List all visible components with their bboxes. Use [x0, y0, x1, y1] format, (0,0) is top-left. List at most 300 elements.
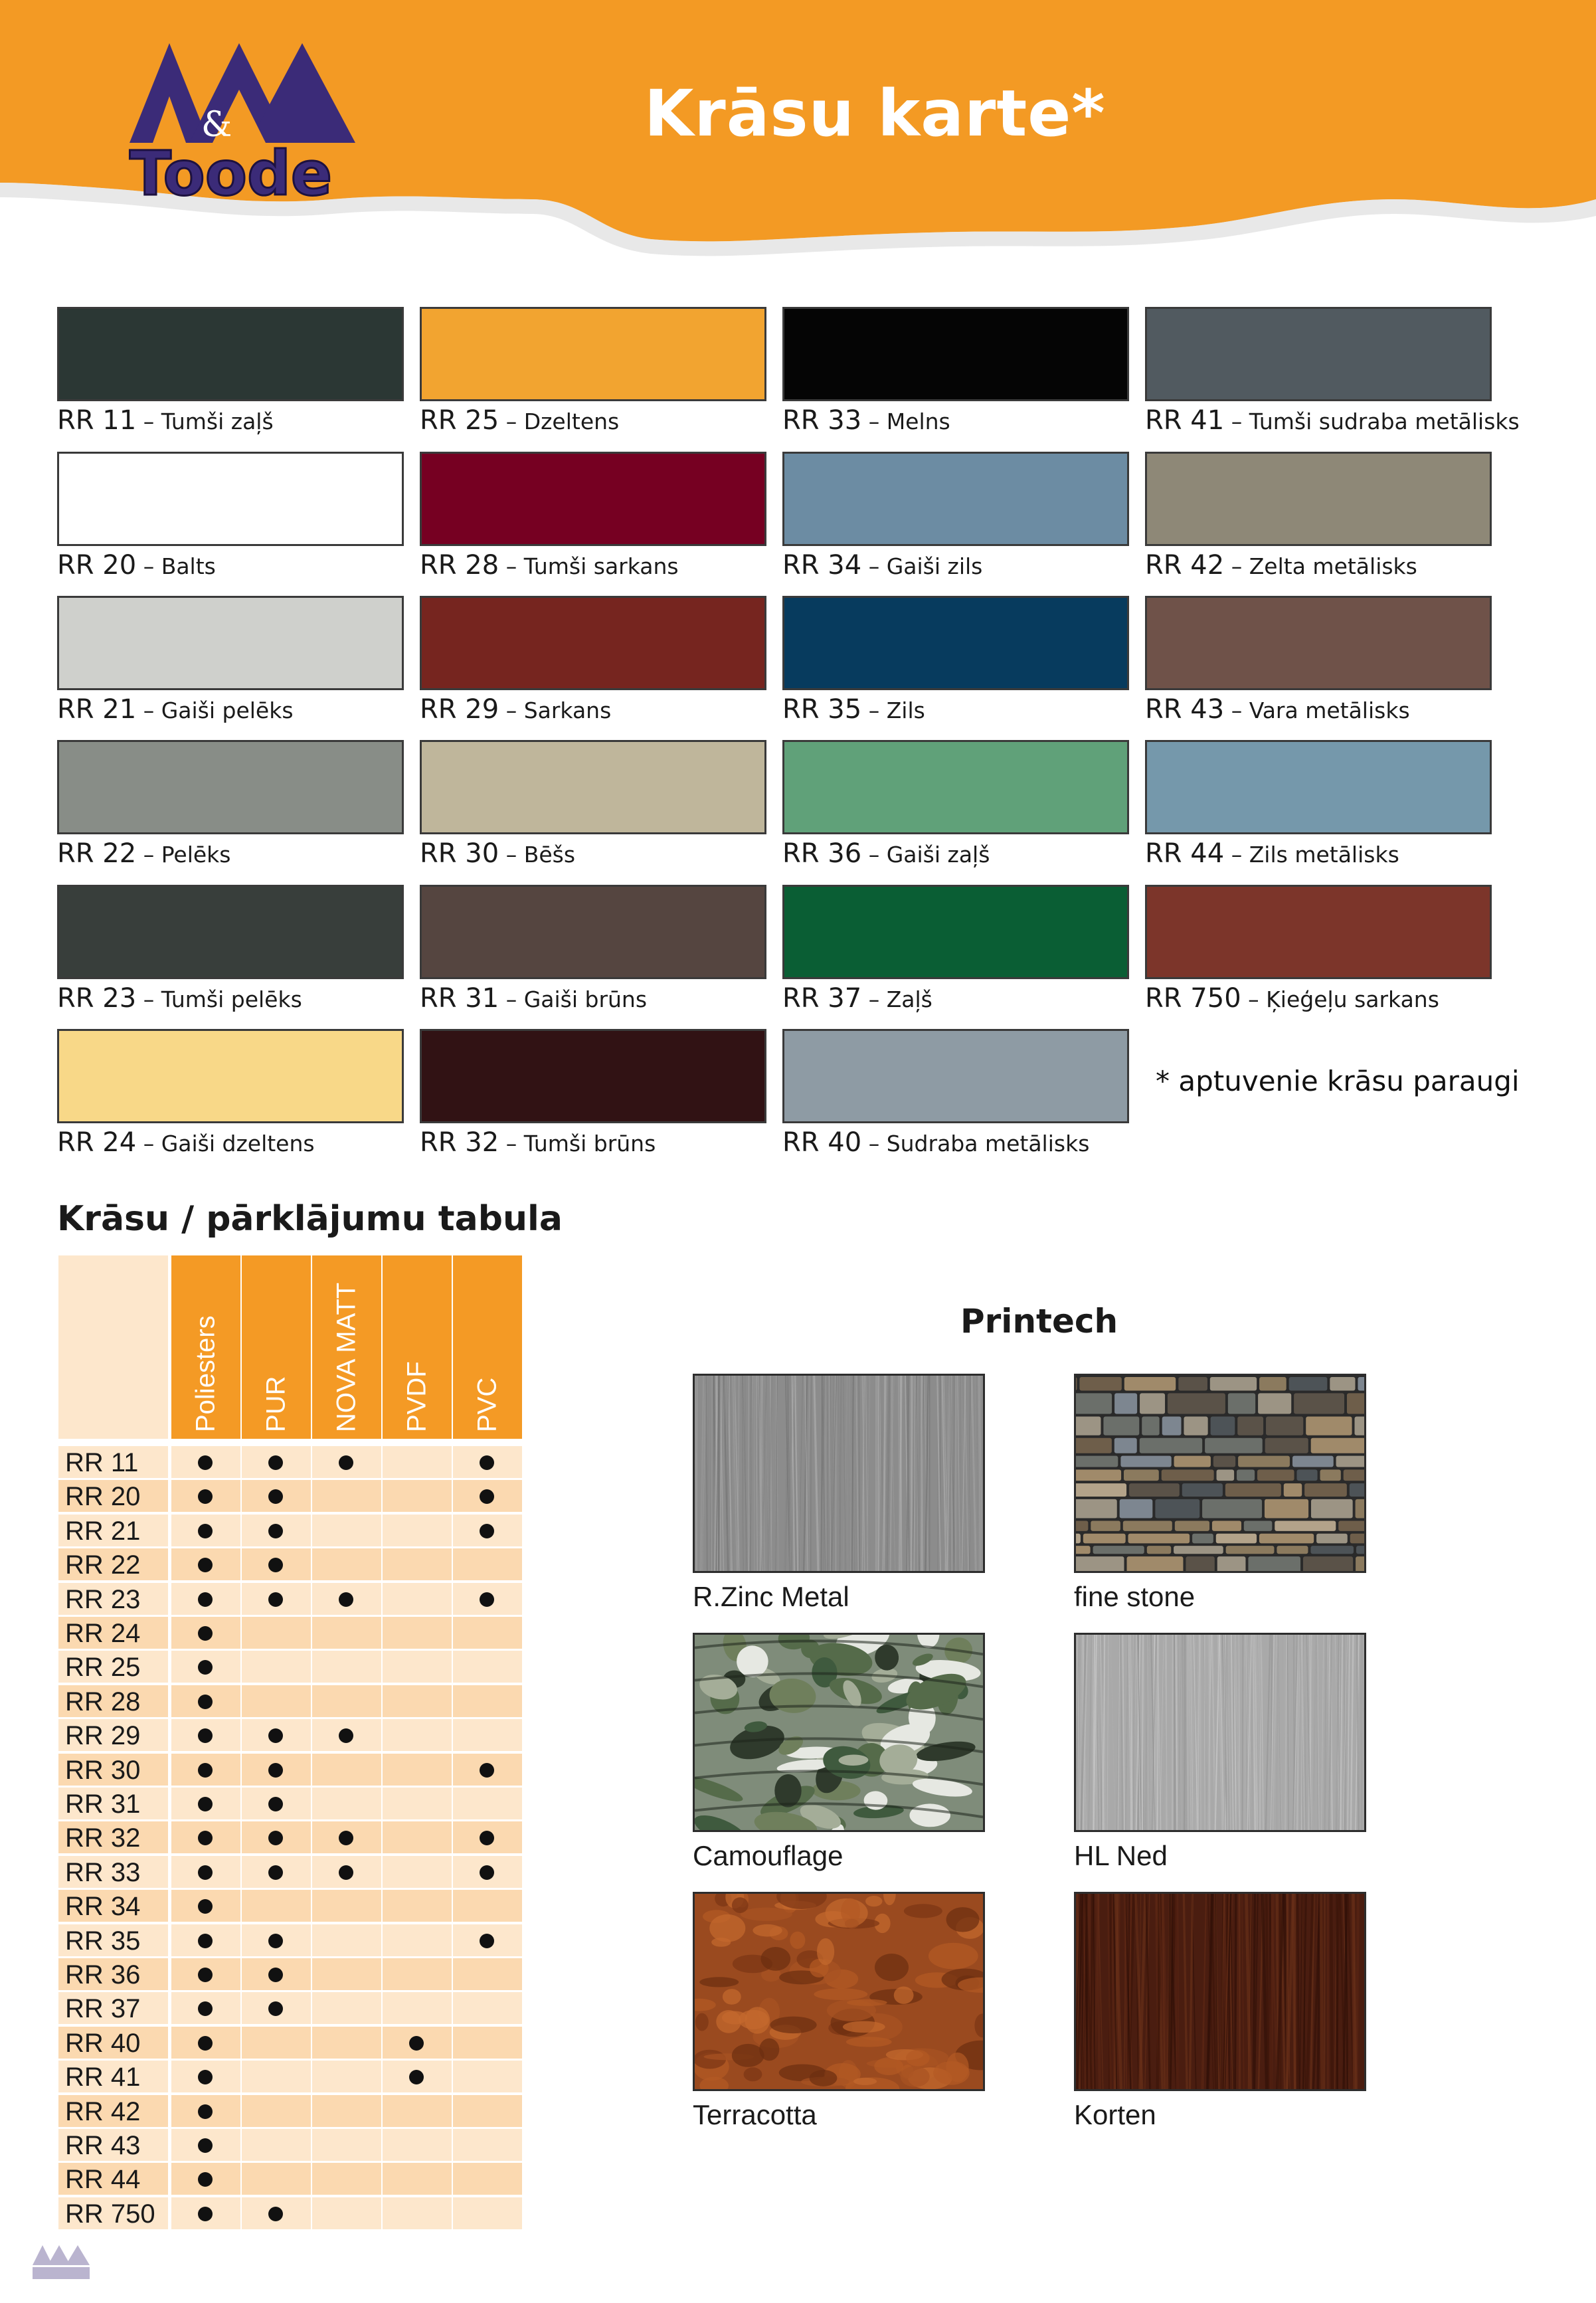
swatch-color-box: [782, 885, 1129, 979]
swatch-rr-42: [1145, 452, 1490, 585]
svg-text:&: &: [201, 105, 232, 145]
swatch-rr-41: [1145, 307, 1520, 440]
swatch-color-box: [57, 452, 404, 546]
swatch-name: Zils: [886, 697, 925, 723]
availability-dot: [480, 1455, 494, 1470]
availability-dot: [198, 1763, 213, 1778]
table-cell: [312, 2129, 381, 2161]
availability-dot: [268, 1763, 283, 1778]
table-row: [58, 1754, 521, 1786]
table-row: [58, 1821, 521, 1853]
table-cell: [383, 2095, 452, 2127]
table-cell: [383, 1719, 452, 1751]
column-label: PUR: [261, 1376, 291, 1432]
swatch-code: RR 44: [1145, 838, 1225, 869]
swatch-label: RR 21 – Gaiši pelēks: [57, 694, 294, 725]
swatch-name: Tumši sudraba metālisks: [1249, 409, 1520, 434]
swatch-name: Balts: [161, 553, 216, 579]
row-label: RR 37: [58, 1992, 168, 2024]
swatch-rr-32: [420, 1029, 765, 1162]
swatch-color-box: [420, 740, 766, 834]
texture-sample-terracotta: [693, 1892, 985, 2091]
table-cell: [453, 1924, 522, 1956]
availability-dot: [198, 1592, 213, 1607]
swatch-rr-21: [57, 596, 402, 729]
table-cell: [242, 2163, 311, 2195]
swatch-code: RR 32: [420, 1127, 499, 1158]
swatch-code: RR 29: [420, 694, 499, 725]
table-cell: [383, 1754, 452, 1786]
table-row: [58, 1480, 521, 1512]
availability-dot: [409, 2070, 424, 2084]
row-label: RR 30: [58, 1754, 168, 1786]
availability-dot: [198, 1558, 213, 1572]
swatch-color-box: [782, 740, 1129, 834]
table-cell: [383, 1617, 452, 1649]
availability-dot: [268, 2207, 283, 2221]
swatch-color-box: [782, 307, 1129, 401]
table-cell: [383, 1958, 452, 1990]
table-cell: [171, 1548, 240, 1580]
availability-dot: [409, 2036, 424, 2051]
table-row: [58, 1719, 521, 1751]
swatch-color-box: [1145, 307, 1492, 401]
swatch-code: RR 28: [420, 550, 499, 581]
swatch-name: Pelēks: [161, 842, 231, 868]
swatch-name: Gaiši zaļš: [886, 842, 990, 868]
availability-dot: [480, 1865, 494, 1880]
table-cell: [171, 1992, 240, 2024]
swatch-color-box: [1145, 885, 1492, 979]
table-cell: [312, 2163, 381, 2195]
availability-dot: [198, 2104, 213, 2119]
swatch-code: RR 40: [782, 1127, 862, 1158]
table-cell: [171, 1446, 240, 1478]
availability-dot: [339, 1728, 353, 1743]
swatch-color-box: [420, 596, 766, 690]
table-row: [58, 2197, 521, 2229]
table-cell: [171, 1924, 240, 1956]
table-cell: [383, 1548, 452, 1580]
table-cell: [242, 1890, 311, 1922]
swatch-rr-22: [57, 740, 402, 873]
table-cell: [171, 1617, 240, 1649]
table-cell: [383, 2027, 452, 2059]
swatch-code: RR 21: [57, 694, 137, 725]
row-label: RR 31: [58, 1788, 168, 1819]
table-cell: [383, 1821, 452, 1853]
row-label: RR 25: [58, 1651, 168, 1683]
swatch-label: RR 20 – Balts: [57, 550, 216, 581]
availability-dot: [198, 1831, 213, 1845]
texture-label: Korten: [1074, 2099, 1156, 2130]
availability-dot: [268, 1455, 283, 1470]
table-cell: [383, 1890, 452, 1922]
table-cell: [312, 1890, 381, 1922]
swatch-code: RR 34: [782, 550, 862, 581]
table-cell: [453, 2027, 522, 2059]
availability-dot: [339, 1865, 353, 1880]
swatch-name: Tumši pelēks: [161, 986, 302, 1012]
table-cell: [453, 1958, 522, 1990]
table-cell: [242, 1446, 311, 1478]
table-row: [58, 1617, 521, 1649]
availability-dot: [198, 1899, 213, 1914]
row-label: RR 35: [58, 1924, 168, 1956]
table-row: [58, 1548, 521, 1580]
table-row: [58, 1992, 521, 2024]
table-cell: [312, 1515, 381, 1546]
availability-dot: [480, 1763, 494, 1778]
row-label: RR 40: [58, 2027, 168, 2059]
availability-dot: [268, 1831, 283, 1845]
swatch-rr-23: [57, 885, 402, 1018]
texture-label: HL Ned: [1074, 1840, 1168, 1871]
footer-logo: [29, 2242, 96, 2282]
table-cell: [171, 2197, 240, 2229]
swatch-color-box: [57, 1029, 404, 1123]
table-cell: [383, 1685, 452, 1717]
table-cell: [242, 1856, 311, 1888]
swatch-name: Melns: [886, 409, 950, 434]
column-label: Poliesters: [191, 1315, 221, 1432]
swatch-color-box: [1145, 452, 1492, 546]
swatch-rr-750: [1145, 885, 1490, 1018]
table-cell: [312, 2197, 381, 2229]
row-label: RR 34: [58, 1890, 168, 1922]
availability-dot: [198, 1968, 213, 1982]
availability-dot: [198, 1695, 213, 1709]
table-cell: [242, 2027, 311, 2059]
swatch-rr-36: [782, 740, 1128, 873]
table-header-poliesters: [171, 1255, 240, 1439]
row-label: RR 22: [58, 1548, 168, 1580]
swatch-rr-28: [420, 452, 765, 585]
texture-sample-stone: [1074, 1374, 1366, 1573]
table-header-pur: [242, 1255, 311, 1439]
swatch-name: Ķieģeļu sarkans: [1266, 986, 1439, 1012]
swatch-rr-44: [1145, 740, 1490, 873]
row-label: RR 28: [58, 1685, 168, 1717]
table-cell: [242, 2129, 311, 2161]
swatch-label: RR 23 – Tumši pelēks: [57, 983, 302, 1014]
swatch-rr-20: [57, 452, 402, 585]
table-cell: [453, 1583, 522, 1615]
row-label: RR 24: [58, 1617, 168, 1649]
printech-title: Printech: [960, 1302, 1118, 1340]
table-cell: [312, 1856, 381, 1888]
swatch-color-box: [57, 596, 404, 690]
swatch-code: RR 42: [1145, 550, 1225, 581]
availability-dot: [268, 1558, 283, 1572]
swatch-rr-25: [420, 307, 765, 440]
table-cell: [242, 1685, 311, 1717]
swatch-code: RR 33: [782, 405, 862, 436]
swatch-label: RR 41 – Tumši sudraba metālisks: [1145, 405, 1520, 436]
table-cell: [453, 1515, 522, 1546]
availability-dot: [480, 1524, 494, 1538]
swatch-code: RR 37: [782, 983, 862, 1014]
table-cell: [453, 1992, 522, 2024]
table-cell: [383, 2129, 452, 2161]
table-cell: [242, 1821, 311, 1853]
swatch-name: Sudraba metālisks: [886, 1131, 1090, 1156]
availability-dot: [198, 1865, 213, 1880]
table-row: [58, 2027, 521, 2059]
swatch-label: RR 44 – Zils metālisks: [1145, 838, 1399, 869]
table-cell: [171, 1788, 240, 1819]
table-row: [58, 2095, 521, 2127]
swatch-label: RR 32 – Tumši brūns: [420, 1127, 656, 1158]
table-cell: [312, 2095, 381, 2127]
row-label: RR 20: [58, 1480, 168, 1512]
availability-dot: [480, 1831, 494, 1845]
swatch-label: RR 43 – Vara metālisks: [1145, 694, 1410, 725]
table-row: [58, 1788, 521, 1819]
swatch-name: Vara metālisks: [1249, 697, 1410, 723]
table-cell: [312, 2061, 381, 2092]
swatch-color-box: [782, 596, 1129, 690]
table-cell: [242, 1958, 311, 1990]
swatch-note: * aptuvenie krāsu paraugi: [1156, 1065, 1520, 1097]
availability-dot: [339, 1455, 353, 1470]
table-cell: [171, 1651, 240, 1683]
table-cell: [242, 1480, 311, 1512]
table-cell: [312, 2027, 381, 2059]
table-cell: [312, 1685, 381, 1717]
table-cell: [312, 1958, 381, 1990]
availability-dot: [268, 1797, 283, 1811]
swatch-code: RR 23: [57, 983, 137, 1014]
table-row: [58, 1446, 521, 1478]
table-cell: [242, 1548, 311, 1580]
swatch-rr-35: [782, 596, 1128, 729]
swatch-color-box: [1145, 740, 1492, 834]
page-title: Krāsu karte*: [644, 76, 1106, 151]
row-label: RR 750: [58, 2197, 168, 2229]
swatch-rr-40: [782, 1029, 1128, 1162]
availability-dot: [198, 1489, 213, 1504]
swatch-label: RR 750 – Ķieģeļu sarkans: [1145, 983, 1439, 1014]
table-cell: [312, 1788, 381, 1819]
table-cell: [453, 1890, 522, 1922]
table-cell: [453, 1446, 522, 1478]
table-cell: [171, 1821, 240, 1853]
table-header-corner: [58, 1255, 168, 1439]
table-cell: [383, 1924, 452, 1956]
swatch-name: Tumši sarkans: [523, 553, 679, 579]
swatch-name: Zils metālisks: [1249, 842, 1399, 868]
swatch-label: RR 33 – Melns: [782, 405, 950, 436]
row-label: RR 11: [58, 1446, 168, 1478]
table-cell: [453, 1856, 522, 1888]
column-label: PVC: [472, 1377, 502, 1432]
swatch-color-box: [782, 1029, 1129, 1123]
table-cell: [383, 2163, 452, 2195]
availability-dot: [198, 2036, 213, 2051]
table-cell: [171, 1754, 240, 1786]
swatch-label: RR 37 – Zaļš: [782, 983, 932, 1014]
table-cell: [242, 1515, 311, 1546]
swatch-name: Sarkans: [523, 697, 612, 723]
swatch-code: RR 20: [57, 550, 137, 581]
swatch-name: Gaiši zils: [886, 553, 983, 579]
availability-dot: [268, 1489, 283, 1504]
table-cell: [453, 2197, 522, 2229]
availability-dot: [480, 1489, 494, 1504]
table-cell: [171, 1685, 240, 1717]
texture-sample-zinc: [693, 1374, 985, 1573]
swatch-rr-11: [57, 307, 402, 440]
table-row: [58, 1651, 521, 1683]
swatch-label: RR 42 – Zelta metālisks: [1145, 550, 1417, 581]
table-cell: [453, 1788, 522, 1819]
swatch-name: Gaiši brūns: [523, 986, 648, 1012]
swatch-color-box: [57, 885, 404, 979]
availability-dot: [480, 1592, 494, 1607]
swatch-color-box: [420, 1029, 766, 1123]
availability-dot: [480, 1934, 494, 1948]
swatch-label: RR 40 – Sudraba metālisks: [782, 1127, 1090, 1158]
availability-dot: [339, 1831, 353, 1845]
availability-dot: [198, 1728, 213, 1743]
table-row: [58, 1685, 521, 1717]
availability-dot: [198, 1934, 213, 1948]
availability-dot: [268, 1728, 283, 1743]
table-cell: [453, 1480, 522, 1512]
table-cell: [171, 1958, 240, 1990]
availability-dot: [268, 2001, 283, 2016]
row-label: RR 29: [58, 1719, 168, 1751]
texture-label: fine stone: [1074, 1581, 1196, 1612]
table-cell: [171, 1719, 240, 1751]
table-row: [58, 1958, 521, 1990]
table-cell: [453, 1651, 522, 1683]
table-cell: [242, 1788, 311, 1819]
swatch-code: RR 24: [57, 1127, 137, 1158]
swatch-label: RR 29 – Sarkans: [420, 694, 612, 725]
availability-dot: [198, 1797, 213, 1811]
table-cell: [312, 1821, 381, 1853]
availability-dot: [198, 1524, 213, 1538]
availability-dot: [339, 1592, 353, 1607]
availability-dot: [198, 1455, 213, 1470]
column-label: PVDF: [402, 1361, 432, 1432]
table-header-pvdf: [383, 1255, 452, 1439]
swatch-code: RR 31: [420, 983, 499, 1014]
swatch-code: RR 30: [420, 838, 499, 869]
availability-dot: [198, 2001, 213, 2016]
swatch-code: RR 25: [420, 405, 499, 436]
table-cell: [312, 1617, 381, 1649]
table-header-pvc: [453, 1255, 522, 1439]
swatch-label: RR 28 – Tumši sarkans: [420, 550, 679, 581]
table-cell: [383, 1788, 452, 1819]
swatch-code: RR 43: [1145, 694, 1225, 725]
table-cell: [453, 1685, 522, 1717]
swatch-rr-34: [782, 452, 1128, 585]
table-cell: [383, 1515, 452, 1546]
table-row: [58, 1924, 521, 1956]
swatch-color-box: [782, 452, 1129, 546]
availability-dot: [268, 1968, 283, 1982]
swatch-label: RR 25 – Dzeltens: [420, 405, 620, 436]
table-header-nova-matt: [312, 1255, 381, 1439]
swatch-code: RR 35: [782, 694, 862, 725]
table-cell: [453, 1754, 522, 1786]
svg-text:Toode: Toode: [130, 138, 333, 203]
texture-label: Camouflage: [693, 1840, 843, 1871]
swatch-rr-24: [57, 1029, 402, 1162]
table-cell: [312, 1480, 381, 1512]
swatch-name: Zaļš: [886, 986, 932, 1012]
availability-dot: [198, 1626, 213, 1641]
swatch-name: Zelta metālisks: [1249, 553, 1417, 579]
swatch-color-box: [420, 452, 766, 546]
swatch-label: RR 30 – Bēšs: [420, 838, 576, 869]
header: [0, 0, 1596, 279]
table-cell: [383, 1651, 452, 1683]
table-cell: [383, 1856, 452, 1888]
table-cell: [242, 1583, 311, 1615]
table-cell: [383, 2197, 452, 2229]
table-cell: [312, 1583, 381, 1615]
availability-dot: [268, 1524, 283, 1538]
swatch-label: RR 34 – Gaiši zils: [782, 550, 983, 581]
table-cell: [171, 1515, 240, 1546]
swatch-rr-29: [420, 596, 765, 729]
swatch-name: Gaiši dzeltens: [161, 1131, 315, 1156]
availability-dot: [268, 1865, 283, 1880]
table-cell: [453, 2095, 522, 2127]
swatch-label: RR 24 – Gaiši dzeltens: [57, 1127, 315, 1158]
texture-label: Terracotta: [693, 2099, 817, 2130]
availability-dot: [268, 1934, 283, 1948]
swatch-code: RR 22: [57, 838, 137, 869]
table-row: [58, 1583, 521, 1615]
table-cell: [383, 1583, 452, 1615]
table-row: [58, 2061, 521, 2092]
swatch-color-box: [420, 885, 766, 979]
row-label: RR 44: [58, 2163, 168, 2195]
table-row: [58, 1515, 521, 1546]
table-cell: [312, 1924, 381, 1956]
company-logo: [123, 37, 375, 203]
table-cell: [453, 2061, 522, 2092]
availability-dot: [198, 2070, 213, 2084]
table-cell: [242, 1617, 311, 1649]
table-cell: [171, 2129, 240, 2161]
table-cell: [312, 1719, 381, 1751]
table-cell: [242, 1924, 311, 1956]
table-cell: [453, 2129, 522, 2161]
swatch-color-box: [57, 740, 404, 834]
availability-dot: [198, 2138, 213, 2153]
availability-dot: [198, 1660, 213, 1675]
table-header-row: [58, 1255, 521, 1439]
table-cell: [453, 2163, 522, 2195]
swatch-rr-43: [1145, 596, 1490, 729]
swatch-color-box: [1145, 596, 1492, 690]
table-cell: [453, 1719, 522, 1751]
texture-sample-hlned: [1074, 1633, 1366, 1832]
row-label: RR 33: [58, 1856, 168, 1888]
swatch-code: RR 750: [1145, 983, 1241, 1014]
row-label: RR 42: [58, 2095, 168, 2127]
swatch-label: RR 11 – Tumši zaļš: [57, 405, 274, 436]
table-cell: [171, 2061, 240, 2092]
table-cell: [383, 2061, 452, 2092]
